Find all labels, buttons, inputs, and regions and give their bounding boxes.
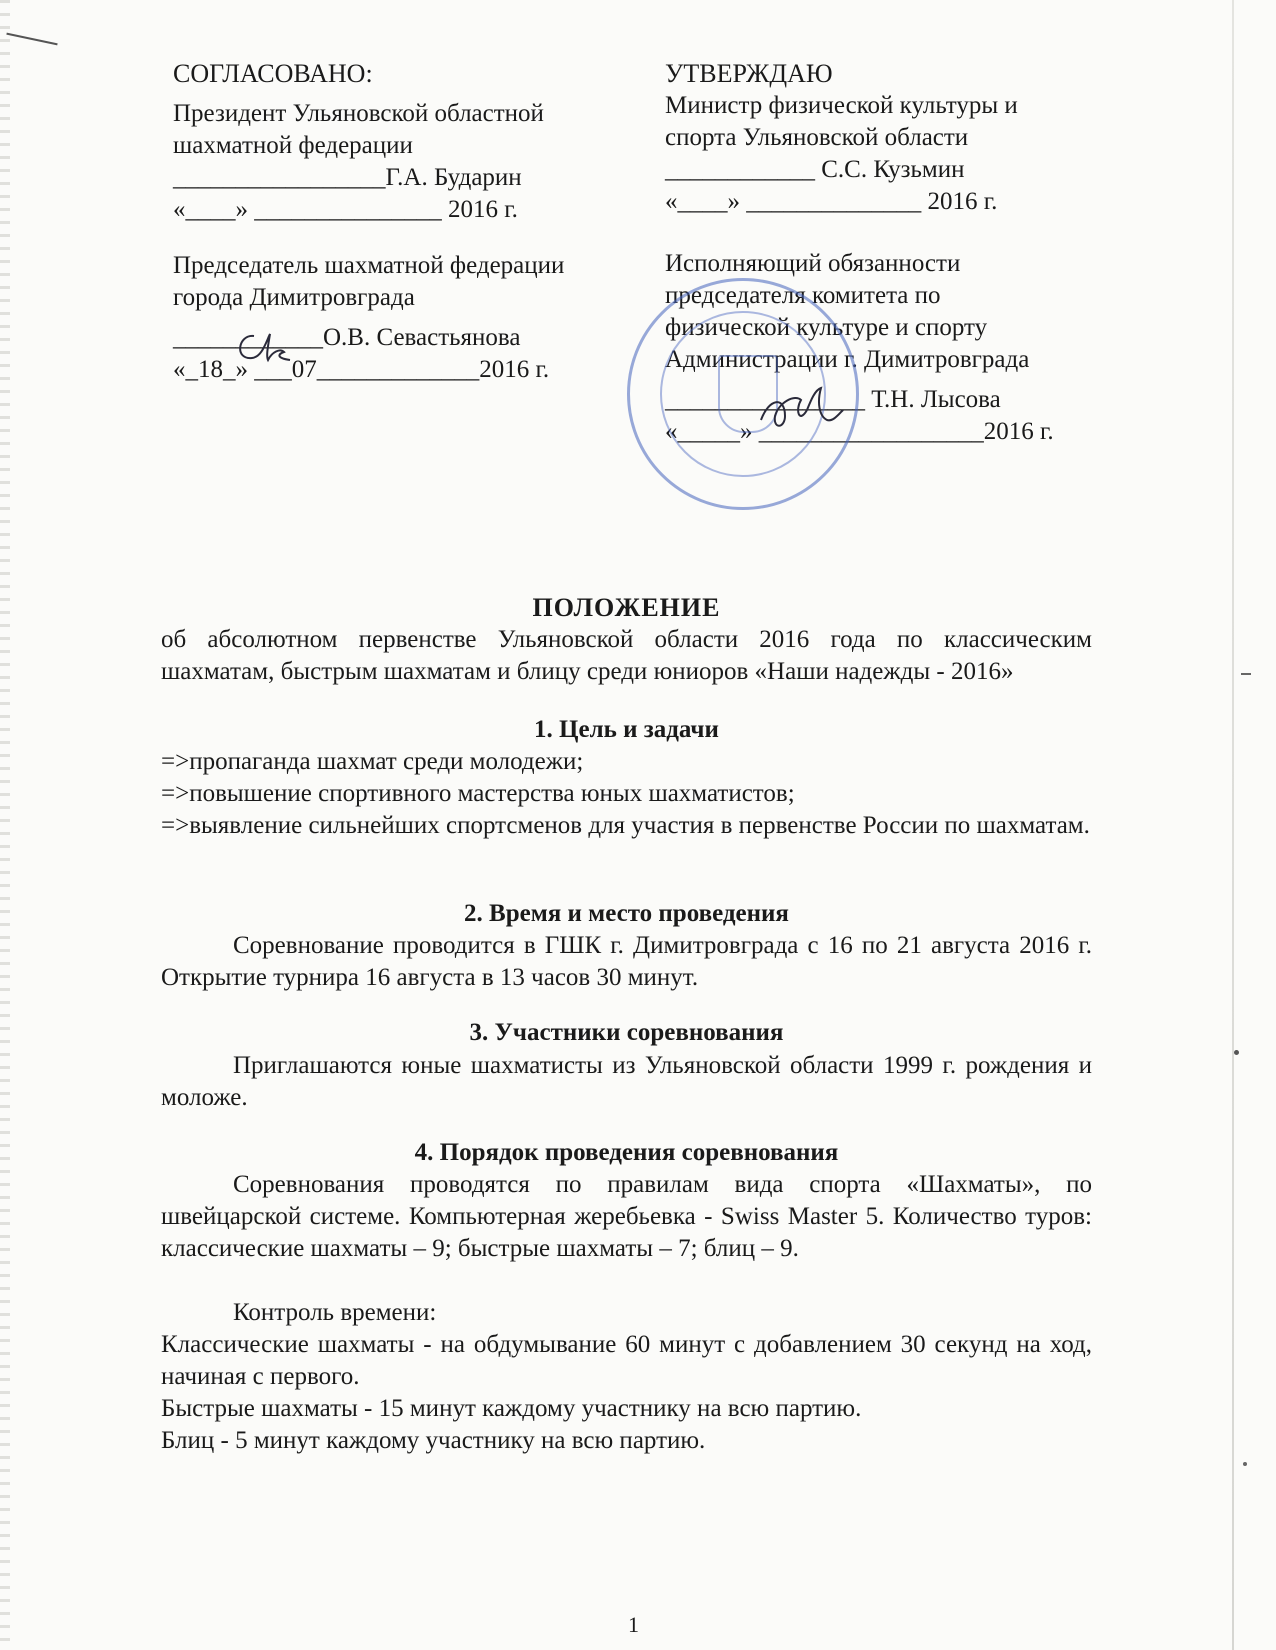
agreed-line-3: Председатель шахматной федерации xyxy=(173,252,565,279)
approved-signature-line: ____________ С.С. Кузьмин xyxy=(665,156,965,183)
approved-signature-line-2: ________________ Т.Н. Лысова xyxy=(665,386,1001,413)
page-fold-line xyxy=(1232,0,1234,1650)
time-control-rapid: Быстрые шахматы - 15 минут каждому участнику на всю партию. xyxy=(161,1395,862,1422)
ink-dot xyxy=(1243,1462,1247,1466)
list-item: =>повышение спортивного мастерства юных шахматистов; xyxy=(161,780,795,807)
section-4-heading: 4. Порядок проведения соревнования xyxy=(414,1139,839,1166)
section-1-list xyxy=(161,746,1092,842)
time-control-classic: Классические шахматы - на обдумывание 60 минут с добавлением 30 секунд на ход, начиная с первого. xyxy=(161,1331,1092,1390)
agreed-line-2: шахматной федерации xyxy=(173,132,413,159)
section-4-text: Соревнования проводятся по правилам вида спорта «Шахматы», по швейцарской системе. Компьютерная жеребьевка - Swiss Master 5. Количество туров: классические шахматы – 9; быстрые шахматы – 7; блиц – 9. xyxy=(161,1171,1092,1262)
ink-dot xyxy=(1234,1050,1239,1055)
agreed-line-4: города Димитровграда xyxy=(173,284,415,311)
section-2-text: Соревнование проводится в ГШК г. Димитровграда с 16 по 21 августа 2016 г. Открытие турнира 16 августа в 13 часов 30 минут. xyxy=(161,932,1092,991)
agreed-line-1: Президент Ульяновской областной xyxy=(173,100,544,127)
agreed-heading: СОГЛАСОВАНО: xyxy=(173,59,373,88)
approved-date-line-2: «_____» __________________2016 г. xyxy=(665,418,1054,445)
handwritten-signature xyxy=(232,330,292,366)
approved-heading: УТВЕРЖДАЮ xyxy=(665,59,833,88)
approved-line-2: спорта Ульяновской области xyxy=(665,124,969,151)
list-item: =>выявление сильнейших спортсменов для участия в первенстве России по шахматам. xyxy=(161,812,1090,839)
section-3-text: Приглашаются юные шахматисты из Ульяновской области 1999 г. рождения и моложе. xyxy=(161,1052,1092,1111)
document-title: ПОЛОЖЕНИЕ xyxy=(532,593,721,622)
approved-date-line: «____» ______________ 2016 г. xyxy=(665,188,998,215)
agreed-signature-line-2: ____________О.В. Севастьянова xyxy=(173,324,521,351)
page-number: 1 xyxy=(628,1612,639,1637)
time-control-label: Контроль времени: xyxy=(233,1299,437,1326)
approved-line-3: Исполняющий обязанности xyxy=(665,250,961,277)
list-item: =>пропаганда шахмат среди молодежи; xyxy=(161,748,584,775)
section-3-heading: 3. Участники соревнования xyxy=(469,1019,784,1046)
section-1-heading: 1. Цель и задачи xyxy=(534,716,719,743)
pen-mark xyxy=(1241,673,1251,675)
agreed-date-line-2: «_18_» ___07_____________2016 г. xyxy=(173,356,550,383)
section-2-heading: 2. Время и место проведения xyxy=(464,900,789,927)
approved-line-5: физической культуре и спорту xyxy=(665,314,988,341)
agreed-signature-line: _________________Г.А. Бударин xyxy=(173,164,522,191)
time-control-block xyxy=(161,1297,1092,1457)
approved-line-1: Министр физической культуры и xyxy=(665,92,1018,119)
pen-mark xyxy=(6,33,57,46)
document-subtitle: об абсолютном первенстве Ульяновской области 2016 года по классическим шахматам, быстрым шахматам и блицу среди юниоров «Наши надежды - 2016» xyxy=(161,626,1092,685)
approved-line-6: Администрации г. Димитровграда xyxy=(665,346,1030,373)
binding-holes xyxy=(0,0,10,1650)
time-control-blitz: Блиц - 5 минут каждому участнику на всю партию. xyxy=(161,1427,706,1454)
handwritten-signature xyxy=(755,380,845,440)
agreed-date-line: «____» _______________ 2016 г. xyxy=(173,196,518,223)
approved-line-4: председателя комитета по xyxy=(665,282,941,309)
